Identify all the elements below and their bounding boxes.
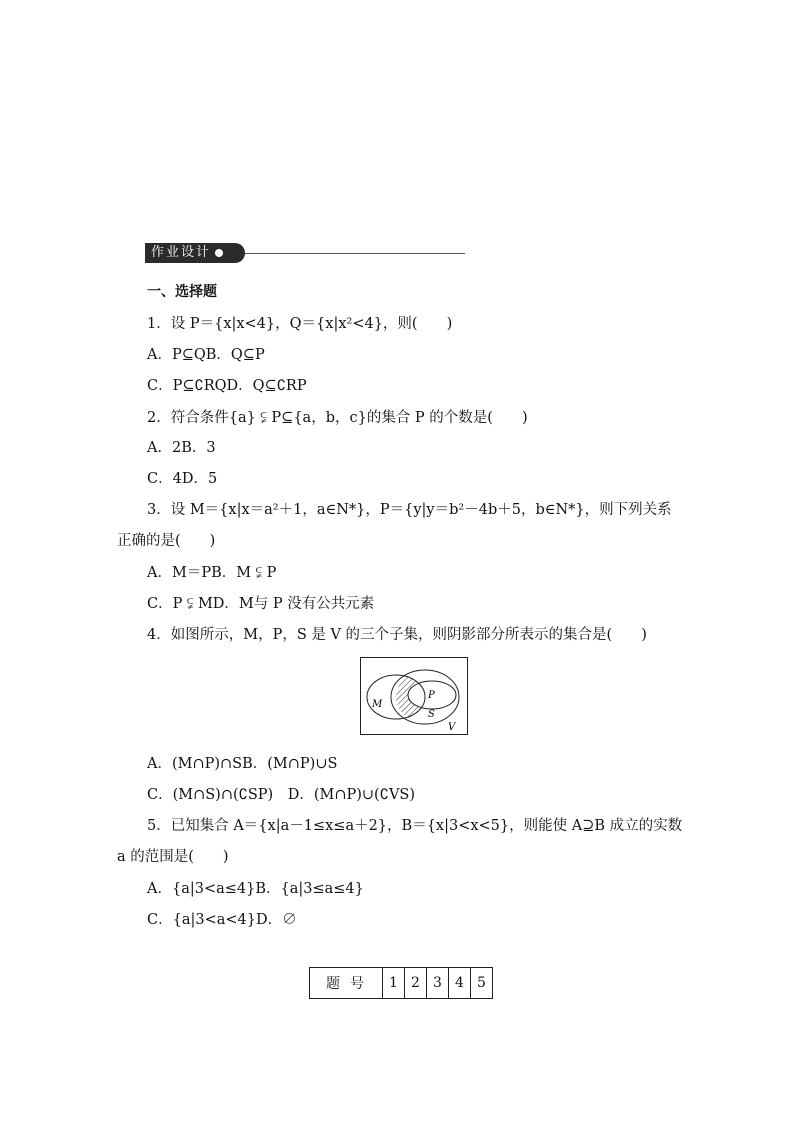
question-4: 4．如图所示，M，P，S 是 V 的三个子集，则阴影部分所表示的集合是( ) — [147, 627, 647, 643]
question-5: 5．已知集合 A＝{x|a－1≤x≤a＋2}，B＝{x|3<x<5}，则能使 A⊇B 成立的实数 — [147, 818, 683, 834]
venn-label-m: M — [372, 699, 383, 710]
q2-options-cd: C．4D．5 — [147, 471, 218, 487]
question-2: 2．符合条件{a} ⫋ P⊆{a，b，c}的集合 P 的个数是( ) — [147, 410, 528, 426]
question-5-cont: a 的范围是( ) — [117, 849, 229, 865]
section-header-rule — [245, 253, 465, 254]
section-header-badge — [145, 243, 245, 263]
venn-label-p: P — [428, 690, 435, 701]
venn-diagram — [360, 657, 468, 735]
answer-table-cell: 3 — [427, 968, 449, 999]
section-title: 一、选择题 — [147, 284, 217, 300]
q3-options-cd: C．P ⫋ MD．M与 P 没有公共元素 — [147, 596, 375, 612]
answer-table-cell: 5 — [471, 968, 493, 999]
venn-label-v: V — [448, 722, 456, 733]
question-3-cont: 正确的是( ) — [117, 533, 216, 549]
q5-options-cd: C．{a|3<a<4}D．∅ — [147, 912, 297, 928]
bullet-icon — [215, 249, 223, 257]
answer-table — [309, 967, 493, 999]
venn-label-s: S — [428, 709, 435, 720]
q4-options-cd: C．(M∩S)∩(∁SP) D．(M∩P)∪(∁VS) — [147, 787, 416, 803]
q1-options-cd: C．P⊆∁RQD．Q⊆∁RP — [147, 378, 307, 394]
answer-table-header: 题号 — [310, 968, 383, 999]
section-header-label: 作业设计 — [151, 245, 212, 260]
answer-table-cell: 2 — [405, 968, 427, 999]
answer-table-cell: 4 — [449, 968, 471, 999]
q1-options-ab: A．P⊆QB．Q⊆P — [147, 347, 265, 363]
answer-table-cell: 1 — [383, 968, 405, 999]
question-1: 1．设 P＝{x|x<4}，Q＝{x|x²<4}，则( ) — [147, 316, 453, 332]
q5-options-ab: A．{a|3<a≤4}B．{a|3≤a≤4} — [147, 881, 364, 897]
section-header — [145, 243, 465, 265]
q3-options-ab: A．M＝PB．M ⫋ P — [147, 565, 277, 581]
answer-table-row — [310, 968, 493, 999]
q2-options-ab: A．2B．3 — [147, 440, 216, 456]
q4-options-ab: A．(M∩P)∩SB．(M∩P)∪S — [147, 756, 338, 772]
question-3: 3．设 M＝{x|x＝a²＋1，a∈N*}，P＝{y|y＝b²－4b＋5，b∈N*}，则下列关系 — [147, 502, 672, 518]
